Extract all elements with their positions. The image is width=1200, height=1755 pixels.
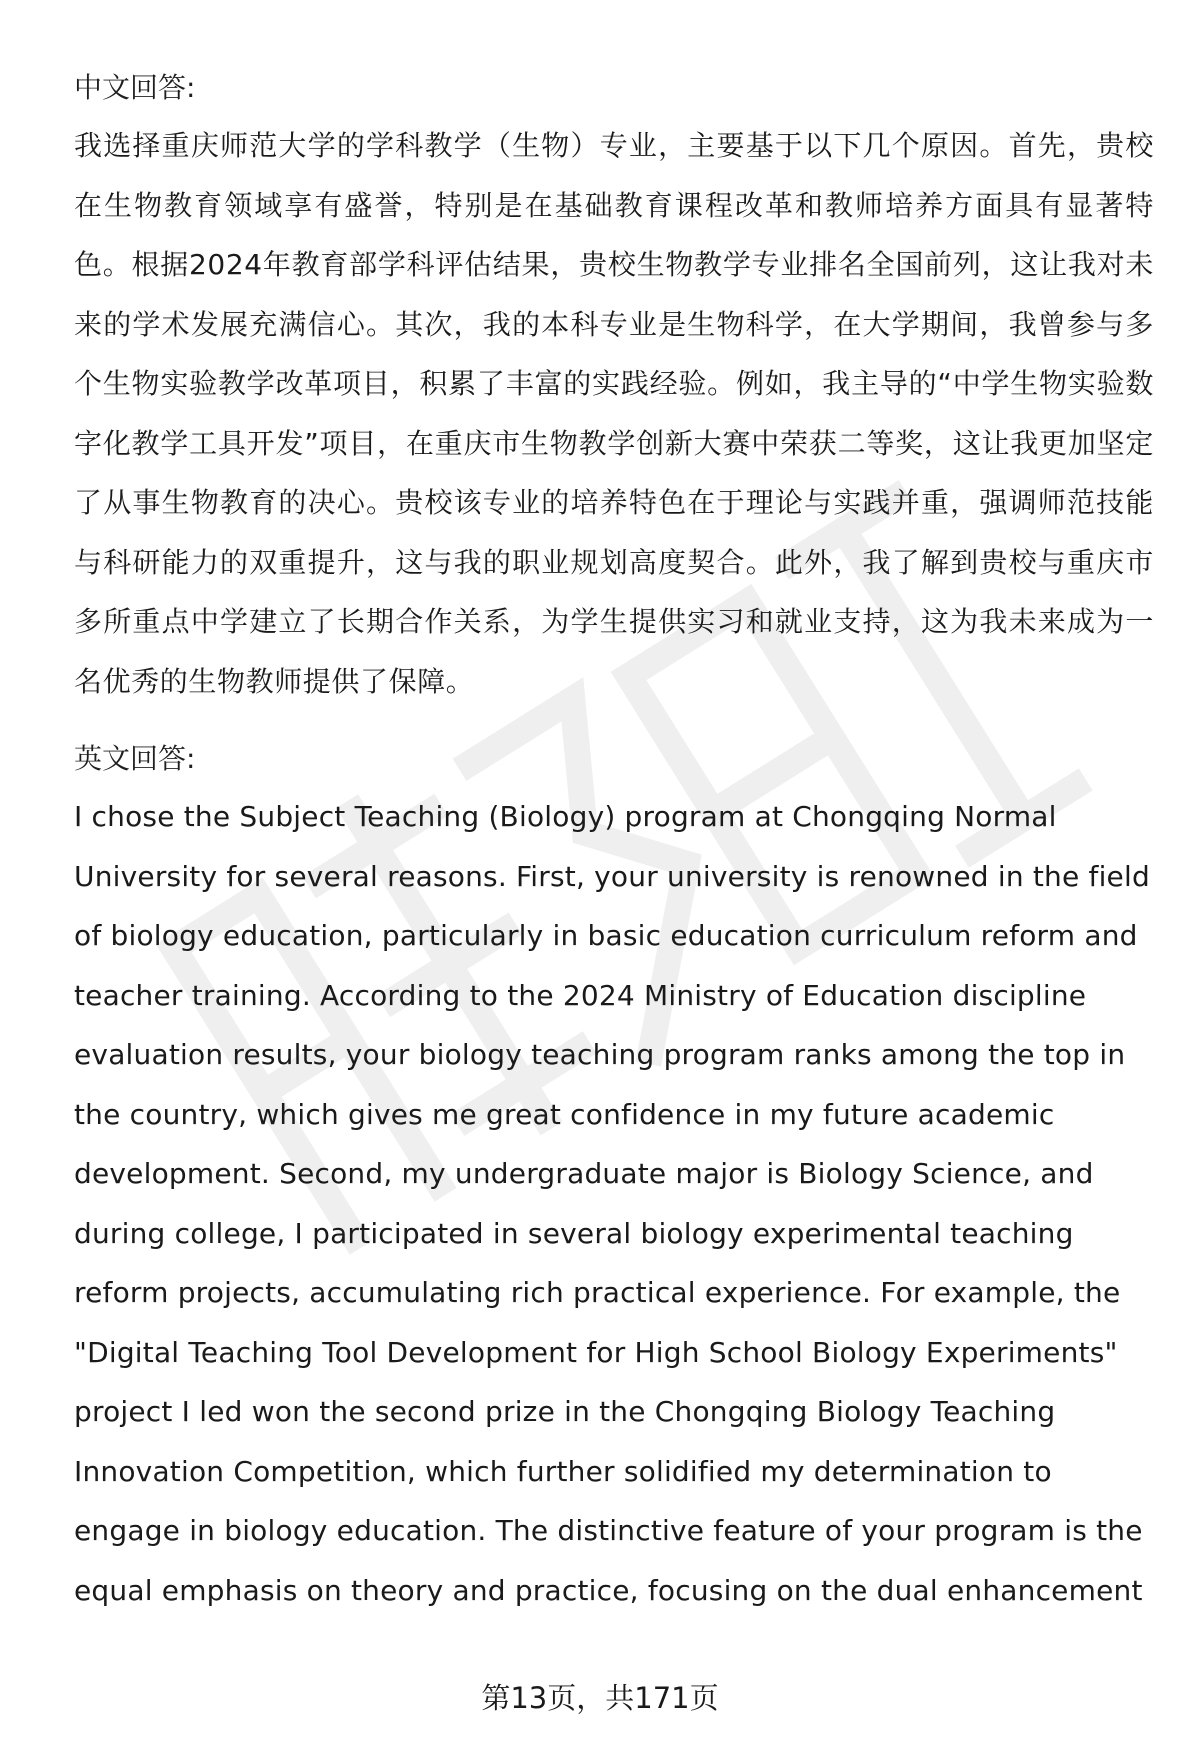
english-answer-line: project I led won the second prize in the Chongqing Biology Teaching	[74, 1395, 1056, 1428]
page-number: 第13页，共171页	[481, 1681, 719, 1715]
english-answer-line: "Digital Teaching Tool Development for High School Biology Experiments"	[74, 1335, 1118, 1369]
english-answer-line: engage in biology education. The distinctive feature of your program is the	[74, 1514, 1143, 1547]
chinese-answer-body: 我选择重庆师范大学的学科教学（生物）专业，主要基于以下几个原因。首先，贵校在生物教育领域享有盛誉，特别是在基础教育课程改革和教师培养方面具有显著特色。根据2024年教育部学科评估结果，贵校生物教学专业排名全国前列，这让我对未来的学术发展充满信心。其次，我的本科专业是生物科学，在大学期间，我曾参与多个生物实验教学改革项目，积累了丰富的实践经验。例如，我主导的“中学生物实验数字化教学工具开发”项目，在重庆市生物教学创新大赛中荣获二等奖，这让我更加坚定了从事生物教育的决心。贵校该专业的培养特色在于理论与实践并重，强调师范技能与科研能力的双重提升，这与我的职业规划高度契合。此外，我了解到贵校与重庆市多所重点中学建立了长期合作关系，为学生提供实习和就业支持，这为我未来成为一名优秀的生物教师提供了保障。	[74, 129, 1154, 698]
english-answer-body	[74, 787, 1154, 1620]
english-answer-line: I chose the Subject Teaching (Biology) program at Chongqing Normal	[74, 800, 1057, 833]
english-answer-line: evaluation results, your biology teaching program ranks among the top in	[74, 1038, 1126, 1071]
english-answer-line: University for several reasons. First, your university is renowned in the field	[74, 859, 1150, 893]
english-answer-line: development. Second, my undergraduate major is Biology Science, and	[74, 1157, 1094, 1190]
chinese-answer-heading: 中文回答:	[74, 71, 196, 104]
english-answer-line: of biology education, particularly in basic education curriculum reform and	[74, 919, 1138, 952]
english-answer-line: Innovation Competition, which further solidified my determination to	[74, 1454, 1052, 1488]
page-content	[74, 60, 1154, 1620]
english-answer-heading: 英文回答:	[74, 742, 196, 775]
english-answer-line: teacher training. According to the 2024 Ministry of Education discipline	[74, 978, 1087, 1012]
english-answer-line: the country, which gives me great confidence in my future academic	[74, 1097, 1055, 1131]
english-answer-line: reform projects, accumulating rich practical experience. For example, the	[74, 1276, 1121, 1309]
english-answer-line: during college, I participated in several biology experimental teaching	[74, 1216, 1074, 1250]
english-answer-line: equal emphasis on theory and practice, focusing on the dual enhancement	[74, 1573, 1143, 1607]
